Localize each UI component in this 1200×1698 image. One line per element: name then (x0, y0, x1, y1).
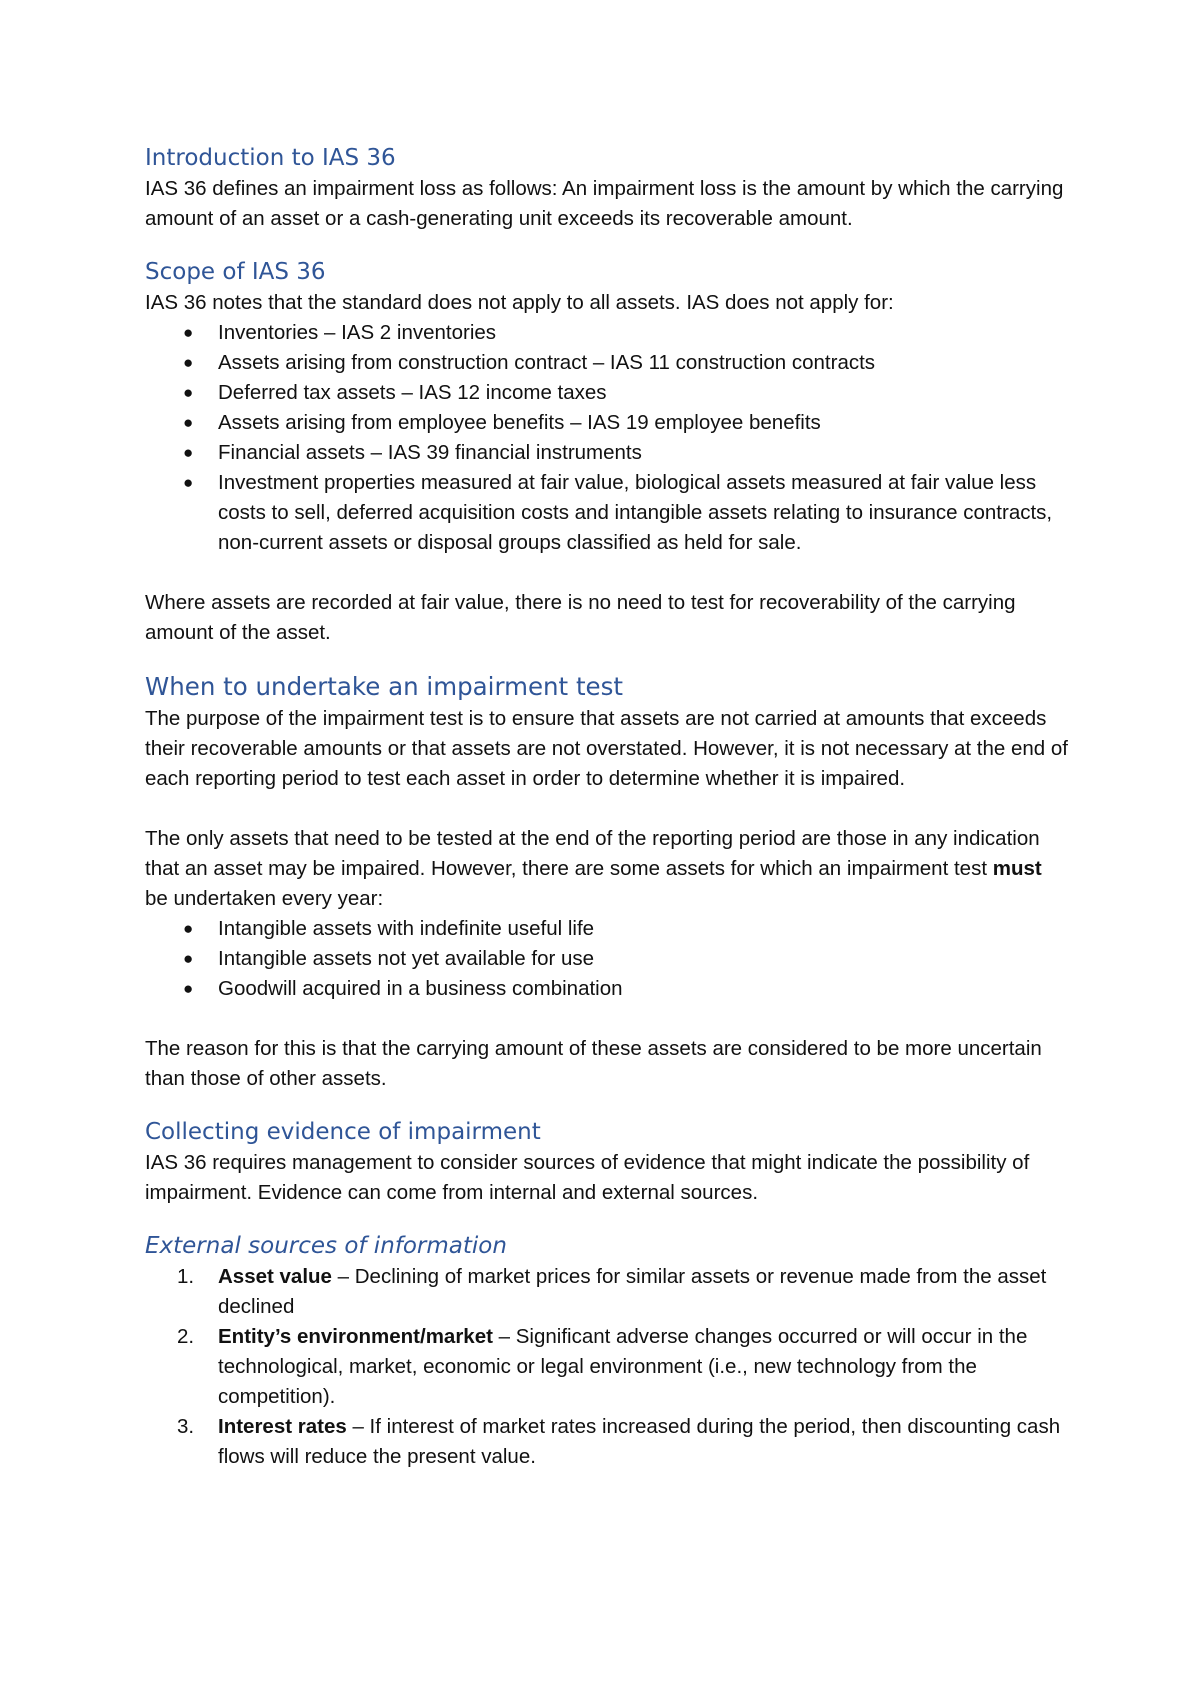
list-item: 1. Asset value – Declining of market prices for similar assets or revenue made from the asset declined (177, 1265, 1047, 1318)
bullet-icon: ● (183, 949, 194, 968)
scope-closing-paragraph: Where assets are recorded at fair value, there is no need to test for recoverability of the carrying amount of the asset. (145, 591, 1016, 644)
annual-test-list (145, 914, 1070, 1004)
external-sources-list (145, 1262, 1070, 1472)
intro-paragraph: IAS 36 defines an impairment loss as follows: An impairment loss is the amount by which the carrying amount of an asset or a cash-generating unit exceeds its recoverable amount. (145, 177, 1064, 230)
when-paragraph-1: The purpose of the impairment test is to ensure that assets are not carried at amounts that exceeds their recoverable amounts or that assets are not overstated. However, it is not necessary at the end of each reporting period to test each asset in order to determine whether it is impaired. (145, 707, 1068, 790)
bullet-icon: ● (183, 413, 194, 432)
list-item: 3. Interest rates – If interest of market rates increased during the period, then discounting cash flows will reduce the present value. (177, 1415, 1061, 1468)
list-item: ● Financial assets – IAS 39 financial instruments (145, 438, 1070, 468)
bullet-icon: ● (183, 353, 194, 372)
list-item: ● Inventories – IAS 2 inventories (145, 318, 1070, 348)
when-closing-paragraph: The reason for this is that the carrying amount of these assets are considered to be more uncertain than those of other assets. (145, 1037, 1042, 1090)
list-item: 2. Entity’s environment/market – Significant adverse changes occurred or will occur in the technological, market, economic or legal environment (i.e., new technology from the competition). (177, 1325, 1028, 1408)
heading-introduction: Introduction to IAS 36 (145, 145, 396, 171)
list-item: ● Intangible assets not yet available for use (145, 944, 1070, 974)
emphasis-must: must (992, 857, 1042, 880)
scope-exclusion-list (145, 318, 1070, 558)
list-item: ● Assets arising from employee benefits – IAS 19 employee benefits (145, 408, 1070, 438)
evidence-paragraph: IAS 36 requires management to consider sources of evidence that might indicate the possibility of impairment. Evidence can come from internal and external sources. (145, 1151, 1030, 1204)
scope-lead-paragraph: IAS 36 notes that the standard does not apply to all assets. IAS does not apply for: (145, 291, 894, 314)
heading-when-to-test: When to undertake an impairment test (145, 672, 624, 701)
list-item: ● Assets arising from construction contract – IAS 11 construction contracts (145, 348, 1070, 378)
list-item: ● Intangible assets with indefinite useful life (145, 914, 1070, 944)
heading-external-sources: External sources of information (145, 1233, 507, 1259)
list-item: ● Goodwill acquired in a business combination (145, 974, 1070, 1004)
bullet-icon: ● (183, 443, 194, 462)
list-item: ● Deferred tax assets – IAS 12 income taxes (145, 378, 1070, 408)
bullet-icon: ● (183, 919, 194, 938)
list-item: ● Investment properties measured at fair value, biological assets measured at fair value less costs to sell, deferred acquisition costs and intangible assets relating to insurance contracts, non-current assets or disposal groups classified as held for sale. (145, 468, 1070, 558)
heading-scope: Scope of IAS 36 (145, 259, 326, 285)
bullet-icon: ● (183, 473, 194, 492)
bullet-icon: ● (183, 979, 194, 998)
when-paragraph-2: The only assets that need to be tested at the end of the reporting period are those in any indication that an asset may be impaired. However, there are some assets for which an impairment test must be undertaken every year: (145, 827, 1042, 910)
bullet-icon: ● (183, 383, 194, 402)
bullet-icon: ● (183, 323, 194, 342)
heading-collecting-evidence: Collecting evidence of impairment (145, 1119, 541, 1145)
document-page (145, 142, 1070, 1472)
